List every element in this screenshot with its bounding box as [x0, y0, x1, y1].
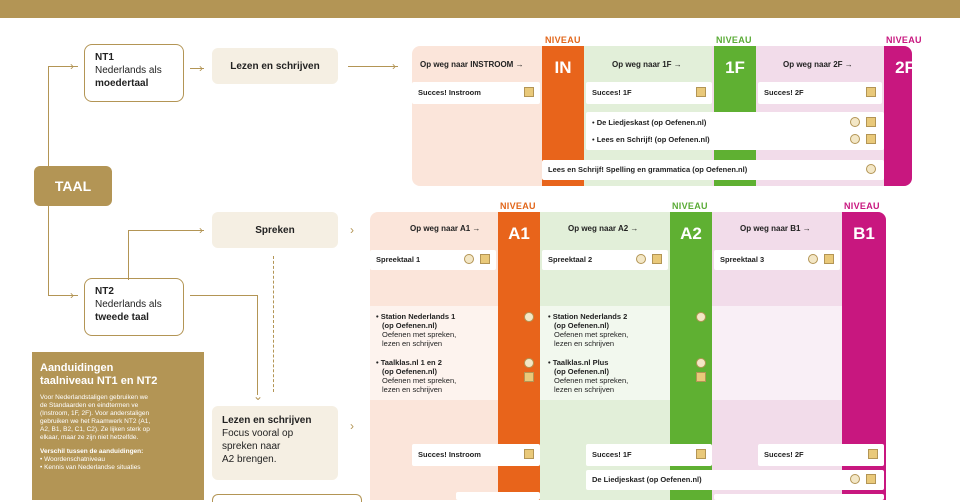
extra-liedjeskast[interactable]: • De Liedjeskast (op Oefenen.nl): [586, 112, 884, 134]
globe-icon: [850, 474, 860, 484]
spreektaal-3[interactable]: Spreektaal 3: [714, 250, 840, 270]
document-icon: [652, 254, 662, 264]
document-icon: [866, 474, 876, 484]
nt2-extra-liedjeskast[interactable]: De Liedjeskast (op Oefenen.nl): [586, 470, 884, 490]
resource-station-1[interactable]: • Station Nederlands 1 (op Oefenen.nl) Oefenen met spreken, lezen en schrijven: [376, 312, 536, 348]
nt1-line1: Nederlands als: [95, 65, 162, 76]
extra-lees-schrijf[interactable]: • Lees en Schrijf! (op Oefenen.nl): [586, 130, 884, 150]
step-a2: Op weg naar A2 →: [568, 224, 639, 233]
globe-icon: [696, 358, 706, 368]
document-icon: [696, 87, 706, 97]
success-card-2f[interactable]: Succes! 2F: [758, 82, 882, 104]
nt2-success-1f[interactable]: Succes! 1F: [586, 444, 712, 466]
nt2-success-2f[interactable]: Succes! 2F: [758, 444, 884, 466]
spreken-box: [212, 212, 338, 248]
globe-icon: [808, 254, 818, 264]
top-banner: [0, 0, 960, 18]
info-title-2: taalniveau NT1 en NT2: [40, 375, 158, 387]
document-icon: [524, 449, 534, 459]
spreektaal-2[interactable]: Spreektaal 2: [542, 250, 668, 270]
nt2-read-box: Lezen en schrijven Focus vooral op spreken naar A2 brengen.: [212, 406, 338, 480]
globe-icon: [524, 358, 534, 368]
taal-block: [34, 166, 112, 206]
taal-title: TAAL: [54, 178, 92, 194]
document-icon: [824, 254, 834, 264]
success-card-1f[interactable]: Succes! 1F: [586, 82, 712, 104]
nt2-line2: tweede taal: [95, 312, 149, 323]
niveau-label-in: NIVEAU: [545, 35, 581, 45]
nt1-line2: moedertaal: [95, 78, 149, 89]
nt2-success-instroom[interactable]: Succes! Instroom: [412, 444, 540, 466]
success-card-in[interactable]: Succes! Instroom: [412, 82, 540, 104]
document-icon: [696, 449, 706, 459]
nt1-code: NT1: [95, 52, 114, 63]
document-icon: [524, 87, 534, 97]
globe-icon: [636, 254, 646, 264]
niveau-label-b1: NIVEAU: [844, 201, 880, 211]
nt2-code: NT2: [95, 286, 114, 297]
level-1f: 1F: [725, 58, 745, 77]
globe-icon: [866, 164, 876, 174]
globe-icon: [850, 134, 860, 144]
step-instroom: Op weg naar INSTROOM →: [420, 60, 524, 69]
info-panel: Aanduidingen taalniveau NT1 en NT2 Voor Nederlandstaligen gebruiken we de Standaarden en eindtermen ve (Instroom, 1F, 2F). Voor anderstaligen gebruiken we het Raamwerk NT2 (A1, A2, B1, B2, C1, C2). Ze lijken sterk op elkaar, maar ze zijn niet hetzelfde. Verschil tussen de aanduidingen: • Woordenschatniveau • Kennis van Nederlandse situaties: [32, 352, 204, 500]
niveau-label-2f: NIVEAU: [886, 35, 922, 45]
level-2f: 2F: [895, 58, 915, 77]
step-2f: Op weg naar 2F →: [783, 60, 853, 69]
niveau-label-a1: NIVEAU: [500, 201, 536, 211]
level-in: IN: [554, 58, 572, 77]
document-icon: [866, 134, 876, 144]
spreken-label: Spreken: [255, 224, 295, 236]
resource-taalklas-2[interactable]: • Taalklas.nl Plus (op Oefenen.nl) Oefenen met spreken, lezen en schrijven: [548, 358, 708, 394]
document-icon: [866, 117, 876, 127]
document-icon: [696, 372, 706, 382]
document-icon: [868, 449, 878, 459]
nt2-box: [84, 278, 184, 336]
level-b1: B1: [853, 224, 875, 243]
step-b1: Op weg naar B1 →: [740, 224, 811, 233]
resource-station-2[interactable]: • Station Nederlands 2 (op Oefenen.nl) Oefenen met spreken, lezen en schrijven: [548, 312, 708, 348]
level-a2: A2: [680, 224, 702, 243]
document-icon: [524, 372, 534, 382]
step-a1: Op weg naar A1 →: [410, 224, 481, 233]
niveau-label-1f: NIVEAU: [716, 35, 752, 45]
nt1-skill-box: [212, 48, 338, 84]
nt1-box: [84, 44, 184, 102]
level-a1: A1: [508, 224, 530, 243]
nt1-skill-label: Lezen en schrijven: [230, 60, 320, 72]
document-icon: [866, 87, 876, 97]
step-1f: Op weg naar 1F →: [612, 60, 682, 69]
resource-taalklas-1[interactable]: • Taalklas.nl 1 en 2 (op Oefenen.nl) Oefenen met spreken, lezen en schrijven: [376, 358, 536, 394]
info-title-1: Aanduidingen: [40, 362, 114, 374]
niveau-label-a2: NIVEAU: [672, 201, 708, 211]
globe-icon: [524, 312, 534, 322]
globe-icon: [850, 117, 860, 127]
spreektaal-1[interactable]: Spreektaal 1: [370, 250, 496, 270]
nt2-line1: Nederlands als: [95, 299, 162, 310]
extra-spelling[interactable]: Lees en Schrijf! Spelling en grammatica (op Oefenen.nl): [542, 160, 884, 180]
document-icon: [480, 254, 490, 264]
globe-icon: [696, 312, 706, 322]
globe-icon: [464, 254, 474, 264]
